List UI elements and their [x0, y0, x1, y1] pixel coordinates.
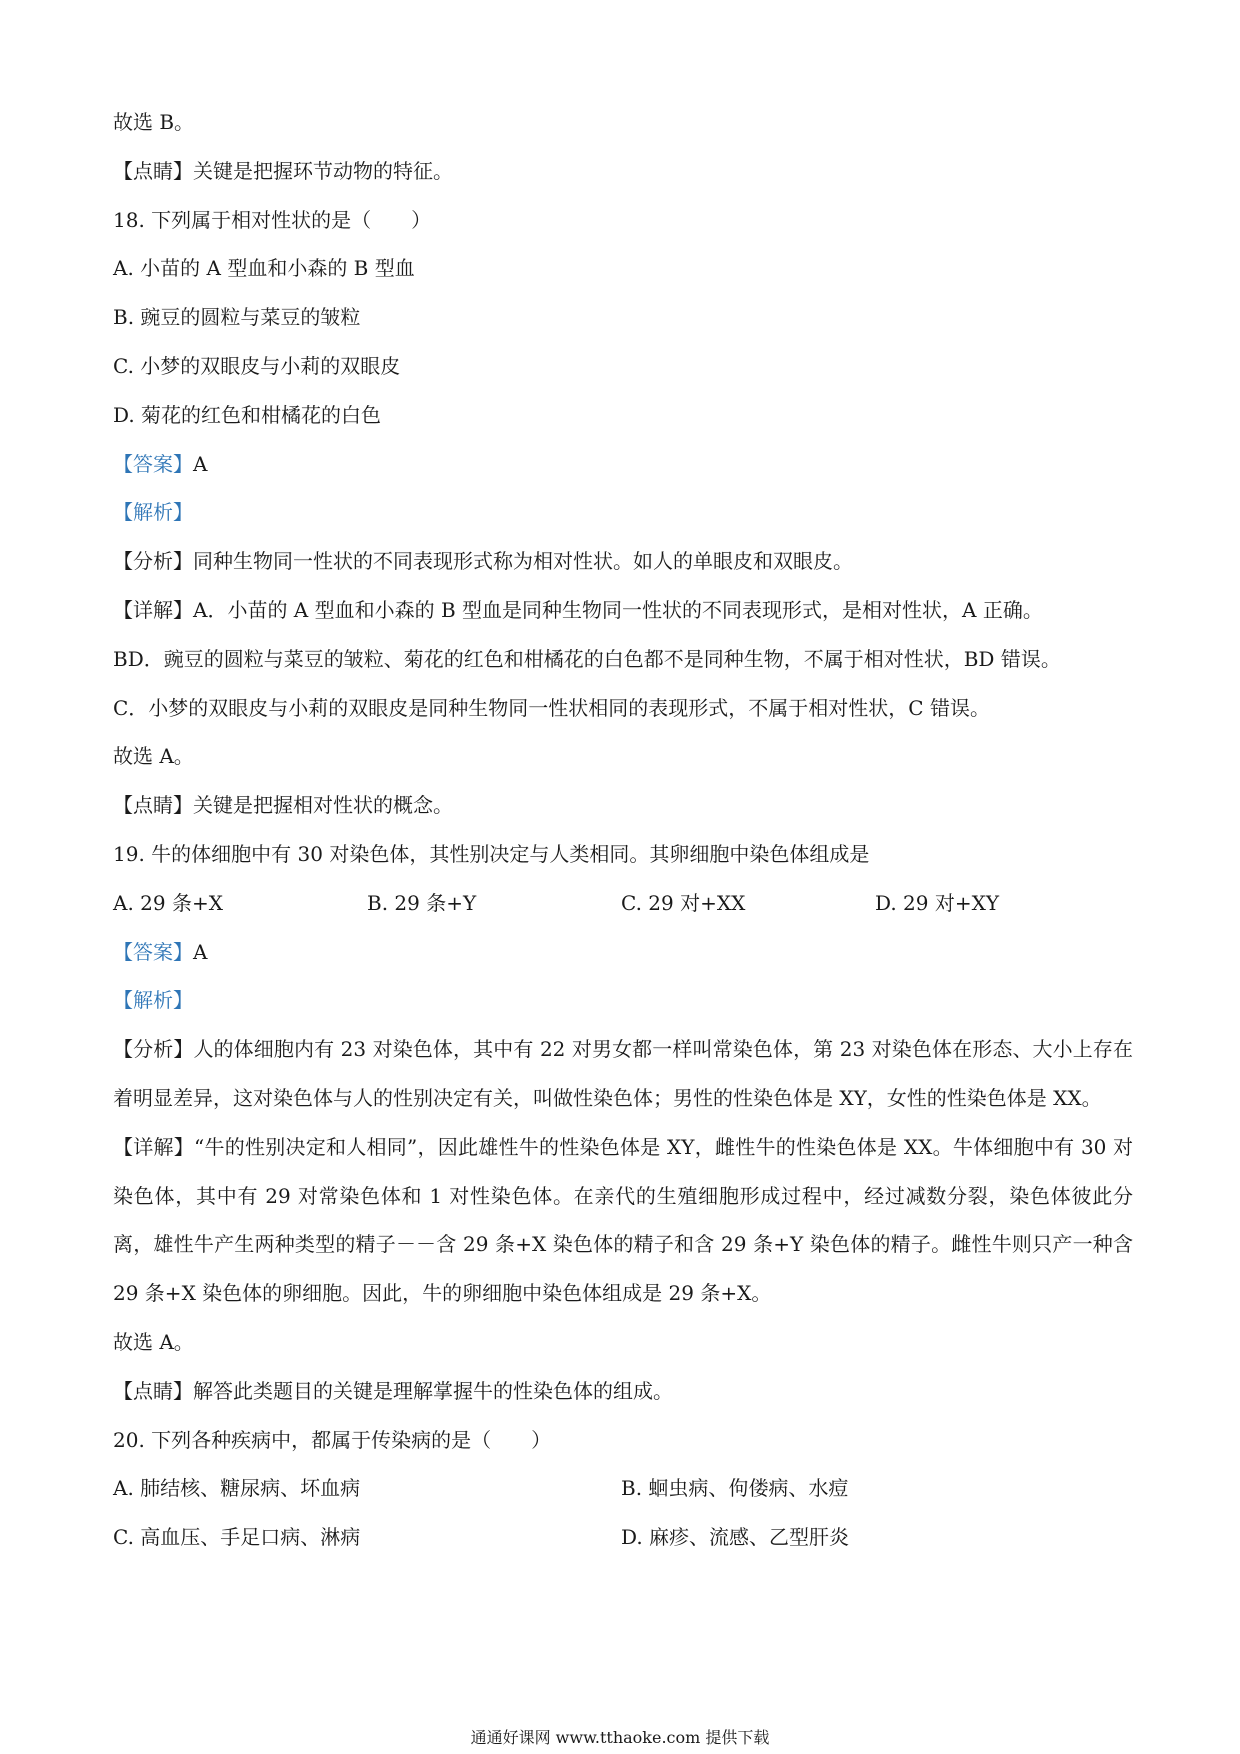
question-19-option-d: D. 29 对+XY	[875, 890, 1000, 915]
question-19-options	[113, 879, 1133, 928]
question-18-option-d: D. 菊花的红色和柑橘花的白色	[113, 402, 382, 427]
answer-label: 【答案】	[113, 939, 193, 964]
question-19-option-a: A. 29 条+X	[113, 890, 223, 915]
question-19-fenxi: 【分析】人的体细胞内有 23 对染色体，其中有 22 对男女都一样叫常染色体，第 23 对染色体在形态、大小上存在着明显差异，这对染色体与人的性别决定有关，叫做性染色体；男性的性染色体是 XY，女性的性染色体是 XX。	[113, 1037, 1133, 1110]
question-18-jiexi-label: 【解析】	[113, 500, 193, 525]
question-18-xiangjie-c: C．小梦的双眼皮与小莉的双眼皮是同种生物同一性状相同的表现形式，不属于相对性状，C 错误。	[113, 695, 990, 720]
question-18-option-c: C. 小梦的双眼皮与小莉的双眼皮	[113, 353, 401, 378]
question-19-choose: 故选 A。	[113, 1329, 194, 1354]
answer-value: A	[193, 451, 208, 476]
question-19-xiangjie: 【详解】“牛的性别决定和人相同”，因此雄性牛的性染色体是 XY，雌性牛的性染色体是 XX。牛体细胞中有 30 对染色体，其中有 29 对常染色体和 1 对性染色体。在亲代的生殖细胞形成过程中，经过减数分裂，染色体彼此分离，雄性牛产生两种类型的精子－－含 29 条+X 染色体的精子和含 29 条+Y 染色体的精子。雌性牛则只产一种含 29 条+X 染色体的卵细胞。因此，牛的卵细胞中染色体组成是 29 条+X。	[113, 1134, 1133, 1306]
question-20-options-row-1	[113, 1464, 1133, 1513]
question-19-jiexi-label: 【解析】	[113, 988, 193, 1013]
question-20-option-d: D. 麻疹、流感、乙型肝炎	[621, 1525, 850, 1550]
answer-label: 【答案】	[113, 451, 193, 476]
page-footer: 通通好课网 www.tthaoke.com 提供下载	[470, 1728, 770, 1747]
question-19-answer	[113, 928, 1133, 977]
question-19-option-c: C. 29 对+XX	[621, 890, 746, 915]
question-20-option-a: A. 肺结核、糖尿病、坏血病	[113, 1476, 361, 1501]
document-page	[113, 98, 1133, 1562]
dianjing-line: 【点睛】关键是把握环节动物的特征。	[113, 158, 453, 183]
question-20-option-b: B. 蛔虫病、佝偻病、水痘	[621, 1476, 849, 1501]
answer-value: A	[193, 939, 208, 964]
question-19-dianjing: 【点睛】解答此类题目的关键是理解掌握牛的性染色体的组成。	[113, 1378, 673, 1403]
question-18-fenxi: 【分析】同种生物同一性状的不同表现形式称为相对性状。如人的单眼皮和双眼皮。	[113, 549, 853, 574]
question-18-option-a: A. 小苗的 A 型血和小森的 B 型血	[113, 256, 415, 281]
question-19-option-b: B. 29 条+Y	[367, 890, 477, 915]
question-18-option-b: B. 豌豆的圆粒与菜豆的皱粒	[113, 305, 361, 330]
question-18-dianjing: 【点睛】关键是把握相对性状的概念。	[113, 793, 453, 818]
question-20-option-c: C. 高血压、手足口病、淋病	[113, 1525, 361, 1550]
question-20-options-row-2	[113, 1513, 1133, 1562]
question-18-choose: 故选 A。	[113, 744, 194, 769]
text-line: 故选 B。	[113, 110, 195, 134]
question-18-stem: 18. 下列属于相对性状的是（ ）	[113, 207, 432, 232]
question-18-answer	[113, 440, 1133, 489]
question-20-stem: 20. 下列各种疾病中，都属于传染病的是（ ）	[113, 1427, 552, 1452]
question-19-stem: 19. 牛的体细胞中有 30 对染色体，其性别决定与人类相同。其卵细胞中染色体组成是	[113, 841, 870, 866]
question-18-xiangjie-a: 【详解】A．小苗的 A 型血和小森的 B 型血是同种生物同一性状的不同表现形式，是相对性状，A 正确。	[113, 597, 1043, 622]
question-18-xiangjie-bd: BD．豌豆的圆粒与菜豆的皱粒、菊花的红色和柑橘花的白色都不是同种生物，不属于相对性状，BD 错误。	[113, 646, 1061, 671]
